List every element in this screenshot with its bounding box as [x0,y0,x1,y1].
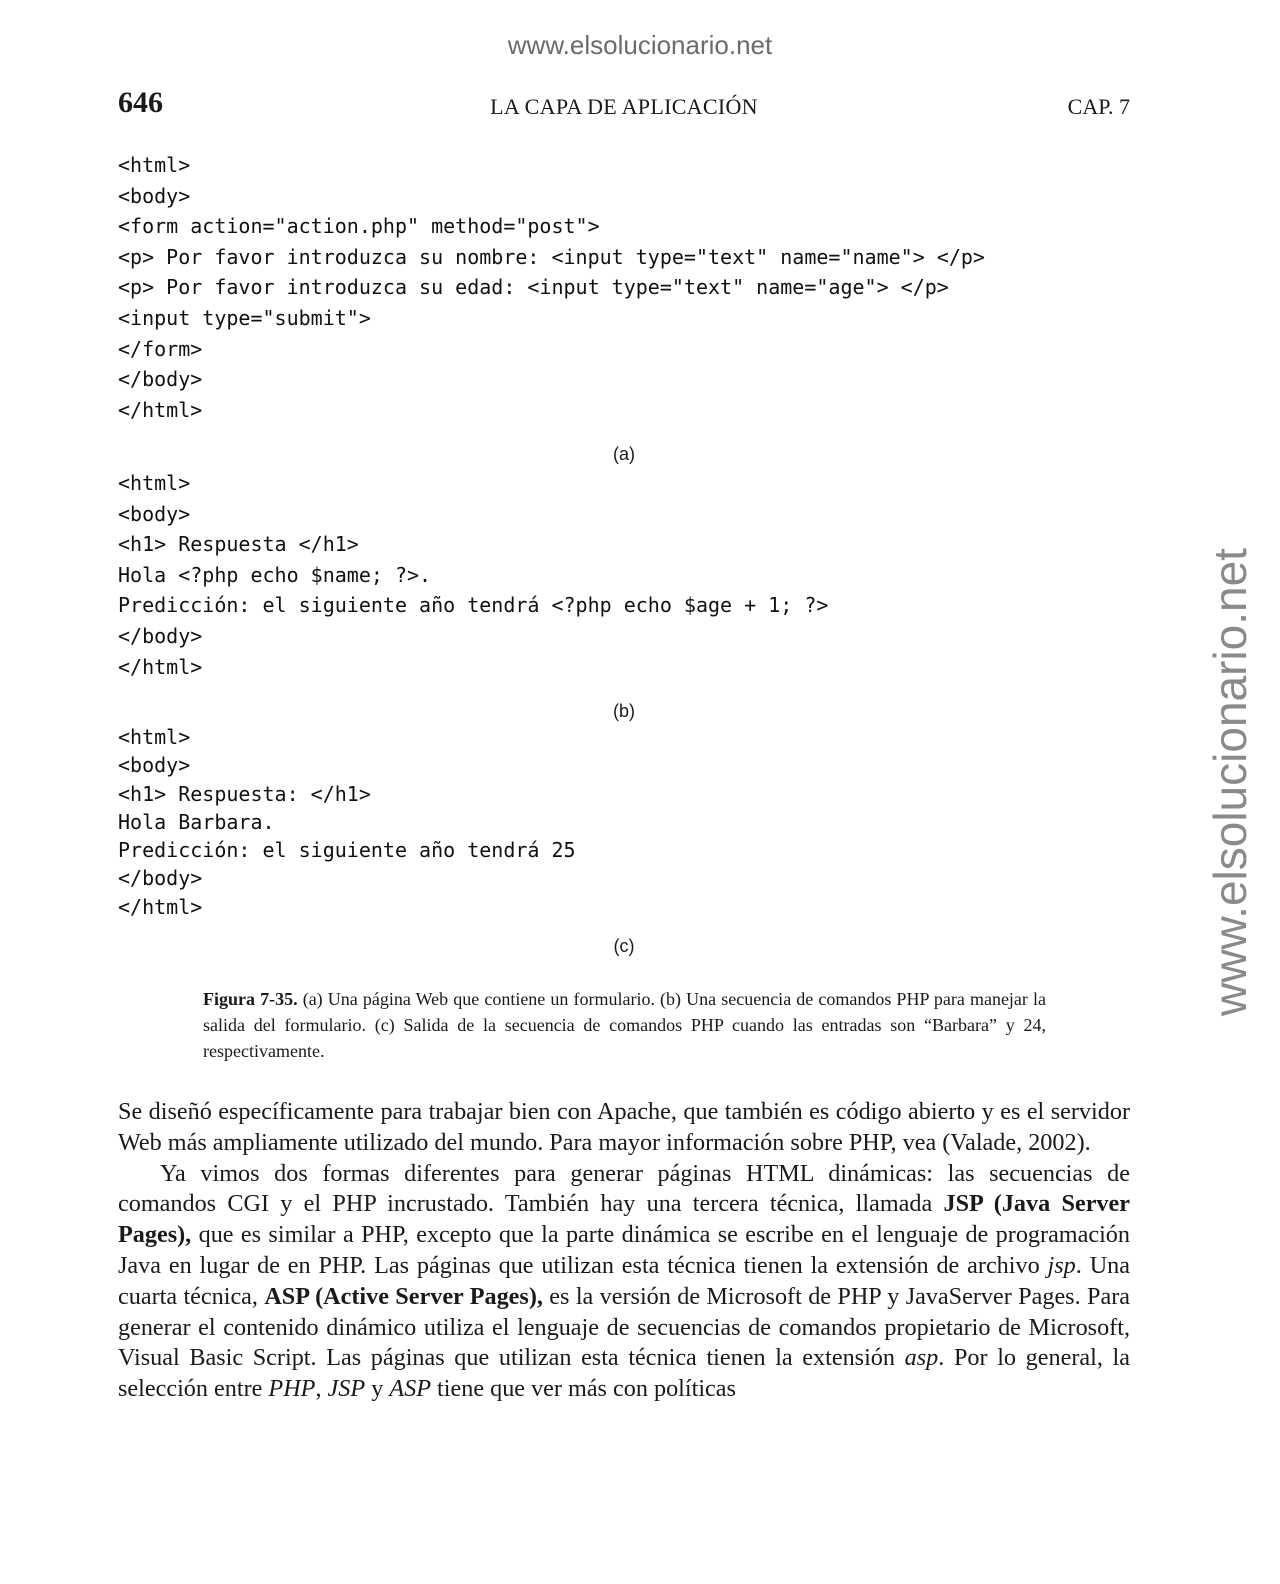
p2-text: y [365,1375,390,1403]
term-jsp-italic: JSP [327,1375,366,1403]
code-listing-b: <html> <body> <h1> Respuesta </h1> Hola <?php echo $name; ?>. Predicción: el siguiente año tendrá <?php echo $age + 1; ?> </body> </html> [118,471,829,679]
p2-text: . Por lo general, la selección entre [118,1344,1130,1403]
chapter-title: LA CAPA DE APLICACIÓN [490,94,758,119]
p2-text: tiene que ver más con políticas [431,1375,736,1403]
p2-text: es la versión de Microsoft de PHP y JavaServer Pages. Para generar el contenido dinámico utiliza el lenguaje de secuencias de comandos propietario de Microsoft, Visual Basic Script. Las páginas que utilizan esta técnica tienen la extensión [118,1282,1130,1372]
figure-label-b: (b) [613,701,635,721]
figure-label-c: (c) [613,936,635,956]
ext-asp: asp [904,1344,939,1372]
p2-text: que es similar a PHP, excepto que la parte dinámica se escribe en el lenguaje de programación Java en lugar de en PHP. Las páginas que utilizan esta técnica tienen la extensión de archivo [118,1221,1130,1279]
p2-text: , [315,1375,328,1403]
code-listing-c: <html> <body> <h1> Respuesta: </h1> Hola Barbara. Predicción: el siguiente año tendrá 25 </body> </html> [118,725,576,919]
watermark-side: www.elsolucionario.net [1204,548,1256,1016]
page-number: 646 [118,86,163,119]
term-php: PHP [268,1375,316,1403]
paragraph-1: Se diseñó específicamente para trabajar bien con Apache, que también es código abierto y es el servidor Web más ampliamente utilizado del mundo. Para mayor información sobre PHP, vea (Valade, 2002). [118,1098,1130,1156]
paragraph-2 [118,1159,1130,1405]
chapter-label: CAP. 7 [1067,94,1130,119]
page-header [118,86,1130,126]
p2-text: Ya vimos dos formas diferentes para generar páginas HTML dinámicas: las secuencias de comandos CGI y el PHP incrustado. También hay una tercera técnica, llamada [118,1159,1130,1218]
figure-label-a: (a) [613,444,635,464]
caption-label: Figura 7-35. [203,989,298,1009]
p2-text: . Una cuarta técnica, [118,1251,1130,1310]
term-asp: ASP (Active Server Pages), [264,1282,543,1310]
ext-jsp: jsp [1047,1251,1076,1279]
code-listing-a: <html> <body> <form action="action.php" method="post"> <p> Por favor introduzca su nombre: <input type="text" name="name"> </p> <p> Por favor introduzca su edad: <input type="text" name="age"> </p> <input type="submit"> </form> </body> </html> [118,153,985,422]
term-asp-italic: ASP [389,1375,431,1403]
body-text [118,1097,1130,1405]
caption-text: (a) Una página Web que contiene un formulario. (b) Una secuencia de comandos PHP para manejar la salida del formulario. (c) Salida de la secuencia de comandos PHP cuando las entradas son “Barbara” y 24, respectivamente. [203,989,1047,1061]
watermark-top: www.elsolucionario.net [507,30,773,60]
figure-caption [203,986,1046,1064]
term-jsp: JSP (Java Server Pages), [118,1190,1130,1249]
